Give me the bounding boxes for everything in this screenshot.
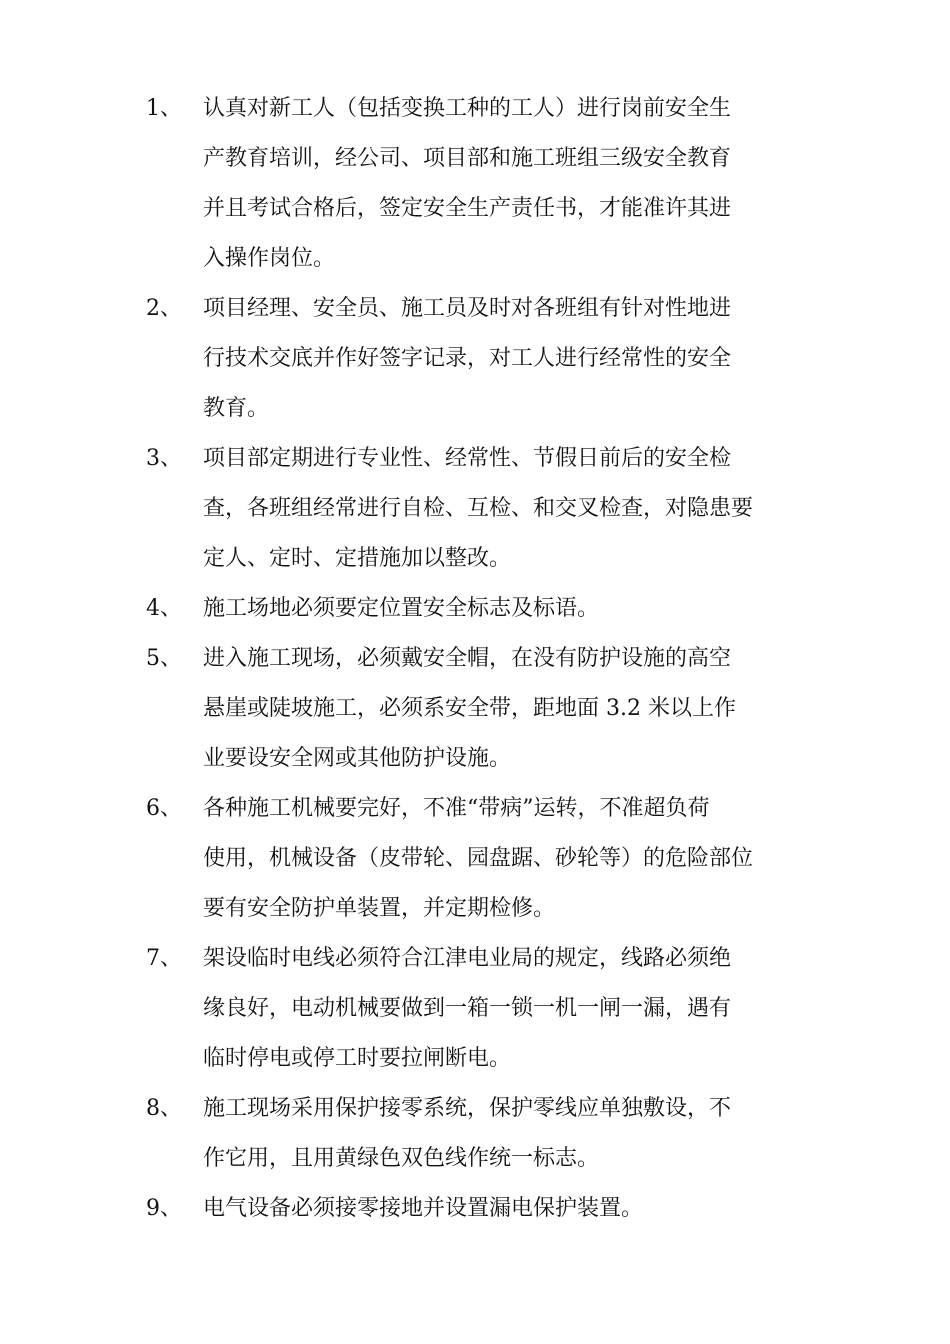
item-text: 架设临时电线必须符合江津电业局的规定，线路必须绝 缘良好，电动机械要做到一箱一锁一机一闸一漏，遇有 临时停电或停工时要拉闸断电。: [203, 946, 732, 1071]
item-number: 8、: [146, 1096, 182, 1121]
item-number: 4、: [146, 596, 182, 621]
list-item: [146, 934, 810, 1084]
item-number: 9、: [146, 1196, 182, 1221]
list-item: [146, 1084, 810, 1184]
item-text: 各种施工机械要完好，不准“带病”运转，不准超负荷 使用，机械设备（皮带轮、园盘踞、砂轮等）的危险部位 要有安全防护单装置，并定期检修。: [203, 796, 754, 921]
item-text: 施工场地必须要定位置安全标志及标语。: [203, 596, 600, 621]
list-item: [146, 584, 810, 634]
list-item: [146, 1184, 810, 1234]
item-number: 6、: [146, 796, 182, 821]
item-text: 进入施工现场，必须戴安全帽，在没有防护设施的高空 悬崖或陡坡施工，必须系安全带，距地面 3.2 米以上作 业要设安全网或其他防护设施。: [203, 646, 736, 771]
list-item: [146, 84, 810, 284]
item-number: 2、: [146, 296, 182, 321]
item-number: 5、: [146, 646, 182, 671]
item-text: 项目部定期进行专业性、经常性、节假日前后的安全检 查，各班组经常进行自检、互检、和交叉检查，对隐患要 定人、定时、定措施加以整改。: [203, 446, 754, 571]
list-item: [146, 634, 810, 784]
item-text: 电气设备必须接零接地并设置漏电保护装置。: [203, 1196, 644, 1221]
item-text: 项目经理、安全员、施工员及时对各班组有针对性地进 行技术交底并作好签字记录，对工人进行经常性的安全 教育。: [203, 296, 732, 421]
list-item: [146, 284, 810, 434]
list-item: [146, 784, 810, 934]
item-text: 认真对新工人（包括变换工种的工人）进行岗前安全生 产教育培训，经公司、项目部和施工班组三级安全教育 并且考试合格后，签定安全生产责任书，才能准许其进 入操作岗位。: [203, 96, 732, 271]
list-item: [146, 434, 810, 584]
safety-rules-list: [146, 84, 810, 1234]
item-number: 7、: [146, 946, 182, 971]
item-number: 1、: [146, 96, 182, 121]
item-number: 3、: [146, 446, 182, 471]
item-text: 施工现场采用保护接零系统，保护零线应单独敷设，不 作它用，且用黄绿色双色线作统一标志。: [203, 1096, 732, 1171]
